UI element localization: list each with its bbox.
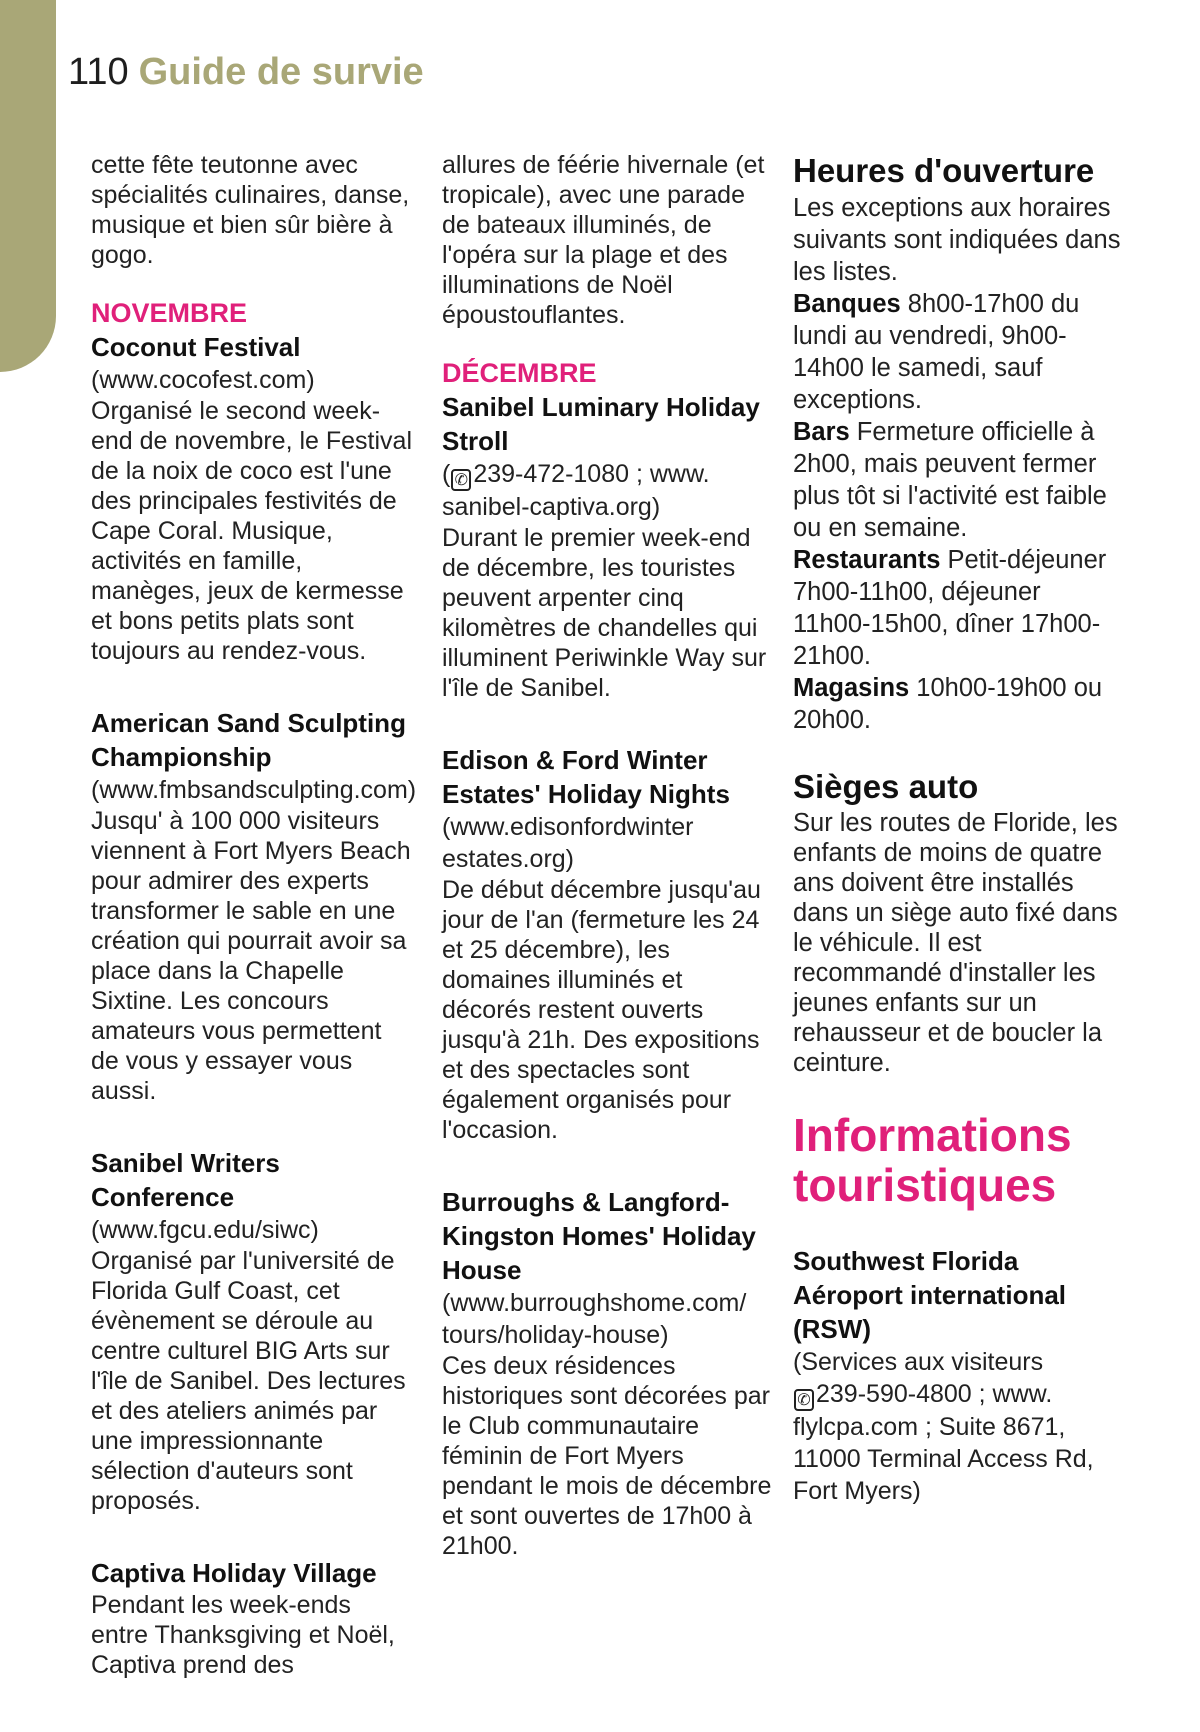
column-1 [91, 150, 417, 1680]
entry-title-writers: Sanibel Writers Conference [91, 1148, 280, 1212]
hours-intro: Les exceptions aux horaires suivants sont indiquées dans les listes. [793, 194, 1121, 286]
hours-bars-label: Bars [793, 418, 850, 446]
tourist-info-title-line1: Informations [793, 1109, 1072, 1161]
phone-number-luminary[interactable]: 239-472-1080 [473, 460, 630, 488]
phone-icon: ✆ [794, 1389, 814, 1411]
section-title-car-seats: Sièges auto [793, 768, 979, 805]
intro-text: cette fête teutonne avec spécialités culinaires, danse, musique et bien sûr bière à gogo. [91, 151, 410, 269]
contact-open-paren: ( [442, 460, 451, 488]
column-2 [442, 150, 772, 1561]
contact-rest-airport[interactable]: ; www. flylcpa.com ; Suite 8671, 11000 Terminal Access Rd, Fort Myers) [793, 1380, 1094, 1505]
entry-text-edison: De début décembre jusqu'au jour de l'an (fermeture les 24 et 25 décembre), les domaines illuminés et décorés restent ouverts jusqu'à 21h. Des expositions et des spectacles sont également organisés pour l'occasion. [442, 876, 761, 1144]
column-3 [793, 150, 1123, 1507]
entry-url-sand[interactable]: (www.fmbsandsculpting.com) [91, 776, 417, 804]
entry-contact-luminary [442, 458, 772, 523]
entry-text-captiva: Pendant les week-ends entre Thanksgiving et Noël, Captiva prend des [91, 1591, 395, 1679]
contact-url-luminary[interactable]: ; www. sanibel-captiva.org) [442, 460, 710, 521]
entry-url-coconut[interactable]: (www.cocofest.com) [91, 366, 315, 394]
entry-url-edison[interactable]: (www.edisonfordwinter estates.org) [442, 813, 694, 873]
page-header [68, 44, 424, 100]
entry-title-captiva: Captiva Holiday Village [91, 1558, 377, 1588]
hours-restaurants-text: Petit-déjeuner 7h00-11h00, déjeuner 11h00-15h00, dîner 17h00-21h00. [793, 546, 1107, 670]
phone-icon: ✆ [451, 469, 471, 491]
page-title: Guide de survie [138, 51, 424, 93]
entry-text-coconut: Organisé le second week-end de novembre, le Festival de la noix de coco est l'une des principales festivités de Cape Coral. Musique, activités en famille, manèges, jeux de kermesse et bons petits plats sont toujours au rendez-vous. [91, 397, 413, 665]
entry-title-edison: Edison & Ford Winter Estates' Holiday Nights [442, 745, 730, 809]
entry-contact-airport [793, 1346, 1123, 1507]
hours-banks-label: Banques [793, 290, 901, 318]
car-seats-text: Sur les routes de Floride, les enfants de moins de quatre ans doivent être installés dans un siège auto fixé dans le véhicule. Il est recommandé d'installer les jeunes enfants sur un rehausseur et de boucler la ceinture. [793, 809, 1118, 1077]
entry-title-coconut: Coconut Festival [91, 332, 301, 362]
page-tab-decoration [0, 0, 56, 372]
hours-shops-label: Magasins [793, 674, 910, 702]
entry-url-burroughs[interactable]: (www.burroughshome.com/ tours/holiday-house) [442, 1289, 747, 1349]
entry-title-burroughs: Burroughs & Langford-Kingston Homes' Holiday House [442, 1187, 756, 1285]
month-heading-december: DÉCEMBRE [442, 358, 597, 388]
hours-restaurants-label: Restaurants [793, 546, 941, 574]
entry-text-writers: Organisé par l'université de Florida Gulf Coast, cet évènement se déroule au centre culturel BIG Arts sur l'île de Sanibel. Des lectures et des ateliers animés par une impressionnante sélection d'auteurs sont proposés. [91, 1247, 406, 1515]
entry-url-writers[interactable]: (www.fgcu.edu/siwc) [91, 1216, 319, 1244]
phone-number-airport[interactable]: 239-590-4800 [816, 1380, 972, 1408]
hours-shops-text: 10h00-19h00 ou 20h00. [793, 674, 1103, 734]
entry-text-sand: Jusqu' à 100 000 visiteurs viennent à Fort Myers Beach pour admirer des experts transformer le sable en une création qui pourrait avoir sa place dans la Chapelle Sixtine. Les concours amateurs vous permettent de vous y essayer vous aussi. [91, 807, 411, 1105]
entry-title-sand: American Sand Sculpting Championship [91, 708, 406, 772]
entry-text-luminary: Durant le premier week-end de décembre, les touristes peuvent arpenter cinq kilomètres de chandelles qui illuminent Periwinkle Way sur l'île de Sanibel. [442, 524, 767, 702]
tourist-info-title-line2: touristiques [793, 1159, 1057, 1211]
hours-banks-text: 8h00-17h00 du lundi au vendredi, 9h00-14h00 le samedi, sauf exceptions. [793, 290, 1080, 414]
hours-text [793, 192, 1123, 736]
month-heading-november: NOVEMBRE [91, 298, 248, 328]
hours-bars-text: Fermeture officielle à 2h00, mais peuvent fermer plus tôt si l'activité est faible ou en semaine. [793, 418, 1107, 542]
intro-text-continued: allures de féérie hivernale (et tropicale), avec une parade de bateaux illuminés, de l'opéra sur la plage et des illuminations de Noël époustouflantes. [442, 151, 765, 329]
page-number: 110 [68, 51, 129, 93]
contact-open-airport: (Services aux visiteurs [793, 1348, 1044, 1376]
entry-title-airport: Southwest Florida Aéroport international (RSW) [793, 1246, 1067, 1344]
entry-text-burroughs: Ces deux résidences historiques sont décorées par le Club communautaire féminin de Fort Myers pendant le mois de décembre et sont ouvertes de 17h00 à 21h00. [442, 1352, 772, 1560]
section-title-hours: Heures d'ouverture [793, 152, 1095, 189]
section-title-tourist-info [793, 1110, 1123, 1210]
entry-title-luminary: Sanibel Luminary Holiday Stroll [442, 392, 760, 456]
